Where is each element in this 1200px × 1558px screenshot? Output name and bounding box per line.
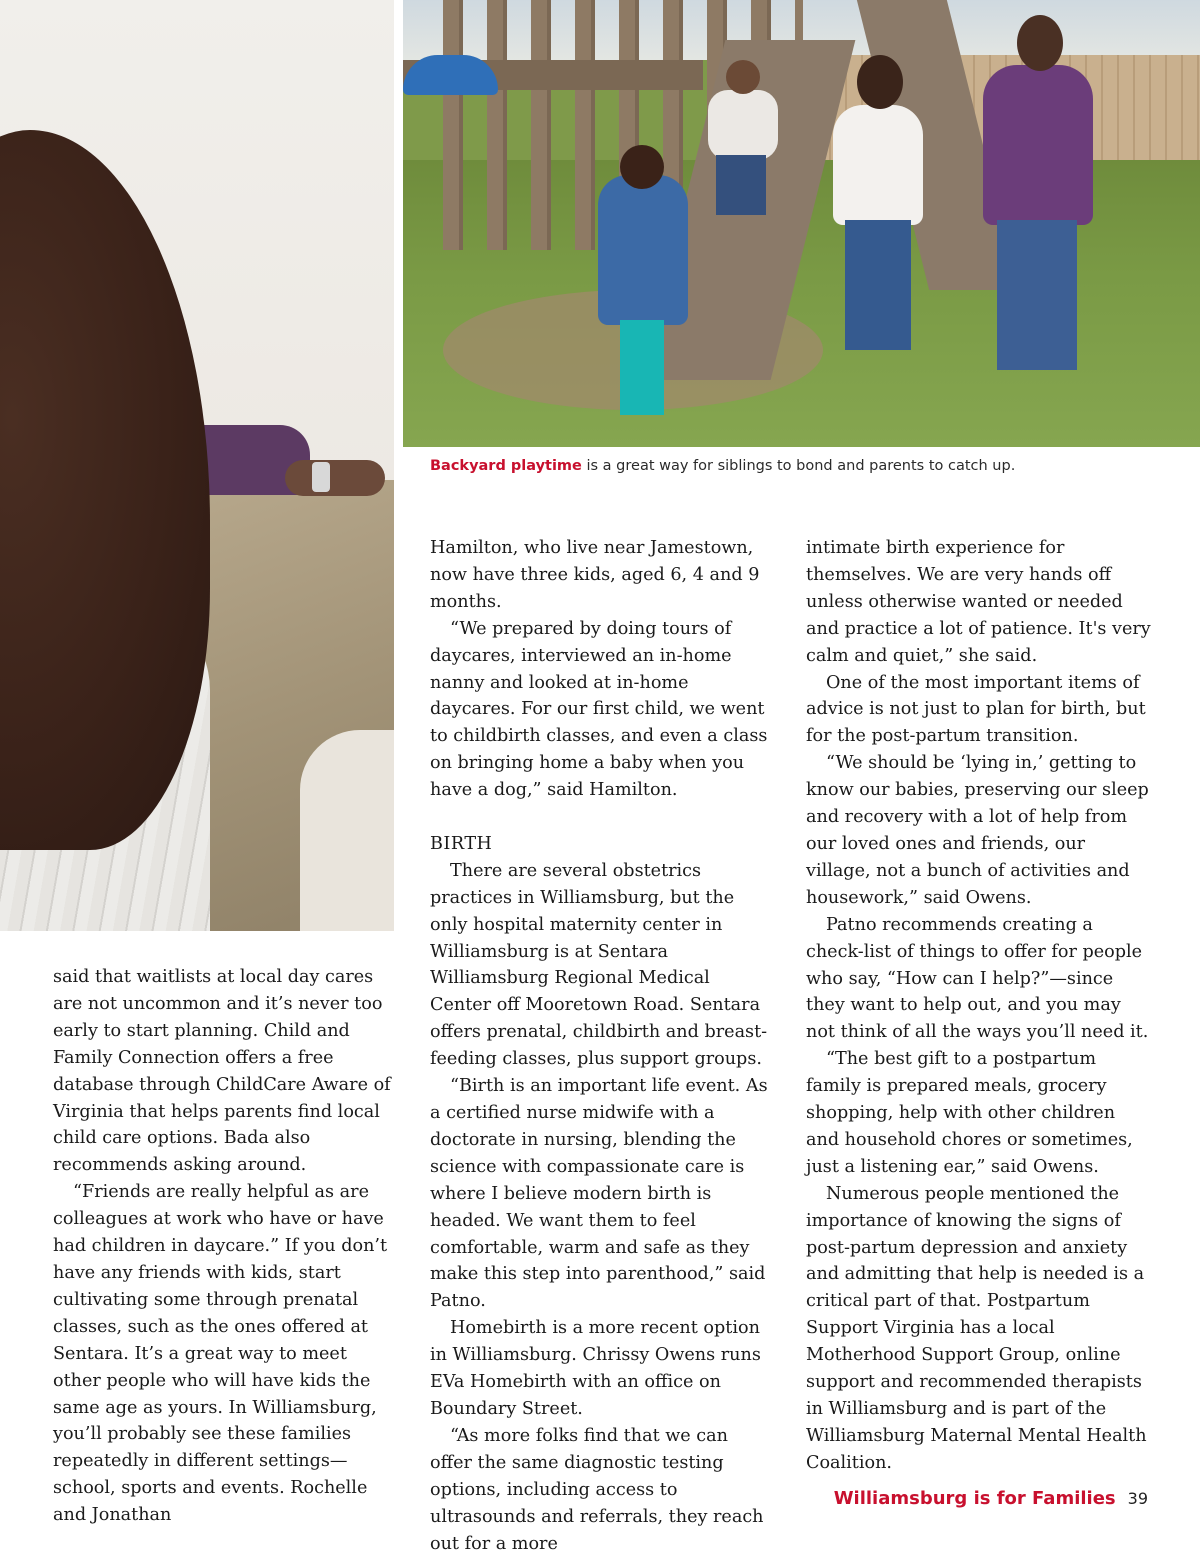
page-number: 39: [1127, 1489, 1148, 1508]
paragraph: Numerous people mentioned the importance of knowing the signs of post-partum depression and anxiety and admitting that help is needed is a critical part of that. Postpartum Support Virginia has a local Motherhood Support Group, online support and recommended therapists in Williamsburg and is part of the Williamsburg Maternal Mental Health Coalition.: [806, 1183, 1147, 1473]
paragraph: “The best gift to a postpartum family is prepared meals, grocery shopping, help with other children and household chores or sometimes, just a listening ear,” said Owens.: [806, 1049, 1133, 1177]
paragraph: Hamilton, who live near Jamestown, now have three kids, aged 6, 4 and 9 months.: [430, 538, 760, 612]
article-column-2: [430, 535, 775, 1557]
paragraph: Homebirth is a more recent option in Williamsburg. Chrissy Owens runs EVa Homebirth with an office on Boundary Street.: [430, 1318, 761, 1419]
page-footer: [834, 1488, 1148, 1509]
paragraph: One of the most important items of advice is not just to plan for birth, but for the post-partum transition.: [806, 672, 1146, 747]
paragraph: “Friends are really helpful as are colleagues at work who have or have had children in daycare.” If you don’t have any friends with kids, start cultivating some through prenatal classes, such as the ones offered at Sentara. It’s a great way to meet other people who will have kids the same age as yours. In Williamsburg, you’ll probably see these families repeatedly in different settings—school, sports and events. Rochelle and Jonathan: [53, 1182, 388, 1526]
article-column-3: [806, 535, 1151, 1477]
caption-lead: Backyard playtime: [430, 458, 582, 474]
section-heading-birth: BIRTH: [430, 833, 493, 854]
caption-text: is a great way for siblings to bond and parents to catch up.: [581, 458, 1016, 474]
paragraph: “We prepared by doing tours of daycares, interviewed an in-home nanny and looked at in-home daycares. For our first child, we went to childbirth classes, and even a class on bringing home a baby when you have a dog,” said Hamilton.: [430, 618, 768, 801]
paragraph: Patno recommends creating a check-list of things to offer for people who say, “How can I help?”—since they want to help out, and you may not think of all the ways you’ll need it.: [806, 914, 1149, 1043]
paragraph: There are several obstetrics practices in Williamsburg, but the only hospital maternity center in Williamsburg is at Sentara Williamsburg Regional Medical Center off Mooretown Road. Sentara offers prenatal, childbirth and breast-feeding classes, plus support groups.: [430, 860, 768, 1070]
paragraph: intimate birth experience for themselves. We are very hands off unless otherwise wanted or needed and practice a lot of patience. It's very calm and quiet,” she said.: [806, 538, 1151, 666]
paragraph: “As more folks find that we can offer the same diagnostic testing options, including access to ultrasounds and referrals, they reach out for a more: [430, 1425, 764, 1554]
paragraph: “Birth is an important life event. As a certified nurse midwife with a doctorate in nursing, blending the science with compassionate care is where I believe modern birth is headed. We want them to feel comfortable, warm and safe as they make this step into parenthood,” said Patno.: [430, 1076, 768, 1312]
paragraph: said that waitlists at local day cares are not uncommon and it’s never too early to start planning. Child and Family Connection offers a free database through ChildCare Aware of Virginia that helps parents find local child care options. Bada also recommends asking around.: [53, 967, 391, 1176]
paragraph: “We should be ‘lying in,’ getting to know our babies, preserving our sleep and recovery with a lot of help from our loved ones and friends, our village, not a bunch of activities and housework,” said Owens.: [806, 753, 1149, 908]
article-column-1: [53, 964, 398, 1529]
photo-woman-on-couch: [0, 0, 394, 931]
photo-caption: [430, 458, 1190, 474]
magazine-title: Williamsburg is for Families: [833, 1488, 1116, 1509]
photo-backyard-playset: [403, 0, 1200, 447]
